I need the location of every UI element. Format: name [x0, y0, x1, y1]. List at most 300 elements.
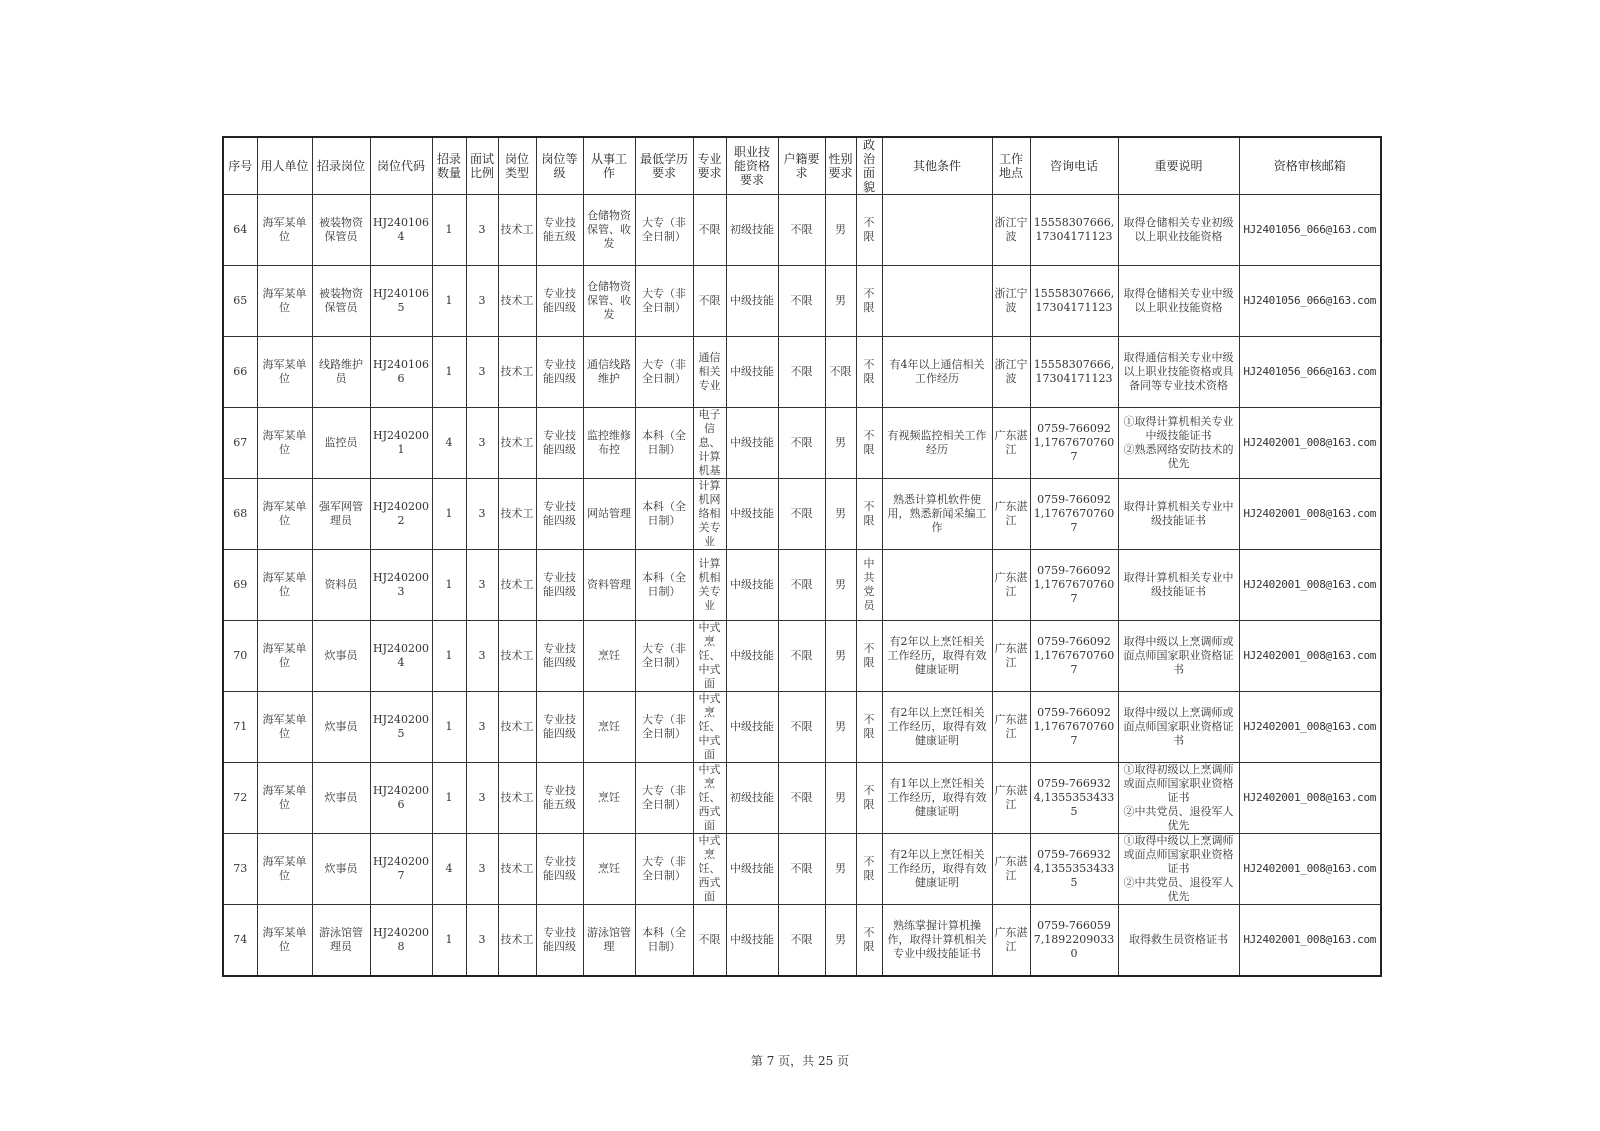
cell-position-level: [536, 763, 583, 834]
cell-position-level: [536, 905, 583, 977]
cell-text: HJ2401056_066@163.com: [1243, 365, 1377, 378]
cell-text: 强军网管理员: [319, 500, 363, 527]
cell-text: 海军某单位: [262, 358, 307, 385]
cell-text: 0759-7669324,13553534335: [1033, 777, 1115, 818]
cell-text: 技术工: [500, 791, 534, 804]
cell-text: 中级技能: [730, 649, 774, 662]
table-row: [223, 905, 1381, 977]
cell-text: 不限: [863, 429, 875, 456]
cell-count: [432, 408, 466, 479]
cell-position-level: [536, 621, 583, 692]
header-col-position-code: 岗位代码: [370, 137, 432, 195]
cell-text: 1: [445, 791, 453, 804]
cell-email[interactable]: [1239, 621, 1381, 692]
header-col-employer: 用人单位: [257, 137, 312, 195]
cell-text: 不限: [863, 500, 875, 527]
cell-employer: [257, 479, 312, 550]
cell-email[interactable]: [1239, 408, 1381, 479]
cell-text: 3: [478, 649, 486, 662]
cell-other-conditions: [882, 905, 992, 977]
cell-education: [635, 763, 693, 834]
cell-major: [693, 408, 726, 479]
cell-text: 熟悉计算机软件使用，熟悉新闻采编工作: [887, 493, 987, 534]
cell-text: 海军某单位: [262, 287, 307, 314]
cell-major: [693, 337, 726, 408]
cell-text: HJ2402001_008@163.com: [1243, 507, 1377, 520]
cell-position-level: [536, 550, 583, 621]
cell-position-type: [498, 692, 536, 763]
cell-interview-ratio: [466, 337, 498, 408]
cell-text: 中级技能: [730, 507, 774, 520]
cell-skill-qualification: [726, 479, 778, 550]
cell-text: 资料员: [324, 578, 358, 591]
cell-count: [432, 621, 466, 692]
cell-text: 取得救生员资格证书: [1129, 933, 1228, 946]
cell-text: 不限: [790, 507, 813, 520]
cell-phone: [1030, 550, 1118, 621]
cell-text: 中级技能: [730, 436, 774, 449]
cell-work: [583, 834, 635, 905]
table-row: [223, 550, 1381, 621]
cell-education: [635, 550, 693, 621]
cell-location: [992, 834, 1030, 905]
cell-notes: [1118, 692, 1239, 763]
cell-major: [693, 550, 726, 621]
cell-text: 中式烹饪、中式面: [698, 621, 721, 690]
cell-email[interactable]: [1239, 479, 1381, 550]
cell-text: 1: [445, 933, 453, 946]
cell-location: [992, 692, 1030, 763]
cell-text: ①取得初级以上烹调师或面点师国家职业资格证书 ②中共党员、退役军人优先: [1123, 763, 1234, 832]
cell-seq: [223, 763, 257, 834]
cell-seq: [223, 479, 257, 550]
cell-interview-ratio: [466, 408, 498, 479]
cell-seq: [223, 195, 257, 266]
cell-email[interactable]: [1239, 195, 1381, 266]
cell-text: 海军某单位: [262, 216, 307, 243]
cell-text: 通信相关专业: [698, 351, 721, 392]
cell-political: [856, 763, 882, 834]
cell-political: [856, 408, 882, 479]
cell-text: 专业技能四级: [543, 429, 576, 456]
cell-household: [778, 266, 825, 337]
cell-position-level: [536, 692, 583, 763]
cell-gender: [825, 834, 856, 905]
cell-skill-qualification: [726, 408, 778, 479]
cell-text: 不限: [790, 791, 813, 804]
cell-text: HJ2402001_008@163.com: [1243, 436, 1377, 449]
cell-text: ①取得计算机相关专业中级技能证书 ②熟悉网络安防技术的优先: [1123, 415, 1234, 470]
cell-seq: [223, 621, 257, 692]
cell-email[interactable]: [1239, 266, 1381, 337]
cell-political: [856, 905, 882, 977]
cell-work: [583, 337, 635, 408]
cell-email[interactable]: [1239, 763, 1381, 834]
table-row: [223, 834, 1381, 905]
cell-major: [693, 763, 726, 834]
cell-skill-qualification: [726, 337, 778, 408]
cell-text: 计算机网络相关专业: [698, 479, 721, 548]
cell-text: 大专（非全日制）: [642, 358, 686, 385]
cell-major: [693, 692, 726, 763]
cell-text: 不限: [790, 365, 813, 378]
cell-position-type: [498, 621, 536, 692]
cell-text: 3: [478, 507, 486, 520]
cell-text: 取得中级以上烹调师或面点师国家职业资格证书: [1123, 635, 1234, 676]
cell-text: 0759-7660921,17676707607: [1033, 493, 1115, 534]
cell-text: 3: [478, 933, 486, 946]
cell-interview-ratio: [466, 479, 498, 550]
cell-phone: [1030, 763, 1118, 834]
cell-text: 男: [835, 294, 846, 307]
cell-phone: [1030, 408, 1118, 479]
cell-interview-ratio: [466, 195, 498, 266]
cell-location: [992, 763, 1030, 834]
cell-text: 专业技能四级: [543, 500, 576, 527]
cell-text: 1: [445, 507, 453, 520]
cell-position: [312, 337, 370, 408]
cell-position-code: [370, 550, 432, 621]
cell-text: 0759-7660921,17676707607: [1033, 635, 1115, 676]
cell-text: 取得仓储相关专业初级以上职业技能资格: [1123, 216, 1234, 243]
cell-skill-qualification: [726, 905, 778, 977]
cell-text: HJ2402002: [373, 500, 429, 527]
cell-employer: [257, 550, 312, 621]
cell-phone: [1030, 621, 1118, 692]
cell-email[interactable]: [1239, 834, 1381, 905]
cell-position-type: [498, 195, 536, 266]
header-col-phone: 咨询电话: [1030, 137, 1118, 195]
cell-text: 专业技能四级: [543, 287, 576, 314]
cell-skill-qualification: [726, 550, 778, 621]
cell-text: 技术工: [500, 436, 534, 449]
cell-text: 取得计算机相关专业中级技能证书: [1123, 500, 1234, 527]
cell-employer: [257, 195, 312, 266]
header-col-work: 从事工作: [583, 137, 635, 195]
cell-text: HJ2402001: [373, 429, 429, 456]
cell-text: 技术工: [500, 223, 534, 236]
cell-email[interactable]: [1239, 337, 1381, 408]
cell-text: 专业技能四级: [543, 642, 576, 669]
cell-text: 67: [233, 436, 248, 449]
cell-text: 烹饪: [598, 862, 620, 875]
cell-text: 不限: [863, 784, 875, 811]
cell-text: HJ2401065: [373, 287, 429, 314]
cell-text: 游泳馆管理: [587, 926, 631, 953]
cell-text: 不限: [790, 223, 813, 236]
cell-notes: [1118, 550, 1239, 621]
cell-seq: [223, 905, 257, 977]
table-row: [223, 621, 1381, 692]
cell-position-type: [498, 337, 536, 408]
cell-political: [856, 337, 882, 408]
cell-text: 不限: [863, 855, 875, 882]
cell-text: 浙江宁波: [994, 287, 1028, 314]
cell-text: 不限: [829, 365, 852, 378]
cell-text: 不限: [863, 358, 875, 385]
header-col-gender: 性别要求: [825, 137, 856, 195]
cell-skill-qualification: [726, 692, 778, 763]
cell-other-conditions: [882, 479, 992, 550]
header-col-count: 招录数量: [432, 137, 466, 195]
cell-email[interactable]: [1239, 550, 1381, 621]
cell-education: [635, 266, 693, 337]
cell-text: HJ2401064: [373, 216, 429, 243]
cell-text: 本科（全日制）: [642, 429, 686, 456]
cell-location: [992, 337, 1030, 408]
cell-text: 70: [233, 649, 248, 662]
cell-text: 专业技能五级: [543, 216, 576, 243]
cell-gender: [825, 905, 856, 977]
cell-text: 专业技能四级: [543, 855, 576, 882]
cell-text: 4: [445, 436, 453, 449]
cell-text: 1: [445, 720, 453, 733]
cell-text: 不限: [790, 933, 813, 946]
cell-count: [432, 550, 466, 621]
cell-text: 广东湛江: [994, 784, 1028, 811]
header-col-email: 资格审核邮箱: [1239, 137, 1381, 195]
cell-text: HJ2402006: [373, 784, 429, 811]
cell-text: 0759-7660921,17676707607: [1033, 422, 1115, 463]
cell-position-type: [498, 266, 536, 337]
cell-position: [312, 550, 370, 621]
cell-gender: [825, 692, 856, 763]
cell-household: [778, 834, 825, 905]
cell-count: [432, 834, 466, 905]
cell-employer: [257, 408, 312, 479]
cell-notes: [1118, 266, 1239, 337]
cell-interview-ratio: [466, 550, 498, 621]
cell-text: 初级技能: [730, 791, 774, 804]
header-col-position-type: 岗位类型: [498, 137, 536, 195]
cell-text: 69: [233, 578, 248, 591]
cell-text: 不限: [698, 223, 721, 236]
cell-seq: [223, 550, 257, 621]
cell-text: 3: [478, 294, 486, 307]
cell-gender: [825, 337, 856, 408]
cell-text: 中式烹饪、西式面: [698, 763, 721, 832]
cell-text: 男: [835, 223, 846, 236]
header-col-skill-qualification: 职业技能资格要求: [726, 137, 778, 195]
cell-gender: [825, 266, 856, 337]
cell-text: 有2年以上烹饪相关工作经历，取得有效健康证明: [887, 706, 987, 747]
cell-education: [635, 408, 693, 479]
cell-education: [635, 905, 693, 977]
cell-text: 线路维护员: [319, 358, 363, 385]
cell-other-conditions: [882, 834, 992, 905]
cell-position-code: [370, 763, 432, 834]
cell-interview-ratio: [466, 692, 498, 763]
table-row: [223, 479, 1381, 550]
header-col-location: 工作地点: [992, 137, 1030, 195]
cell-text: 中共党员: [863, 557, 875, 612]
cell-text: 烹饪: [598, 649, 620, 662]
cell-political: [856, 479, 882, 550]
cell-employer: [257, 834, 312, 905]
cell-text: 72: [233, 791, 248, 804]
cell-text: 男: [835, 791, 846, 804]
cell-text: 计算机相关专业: [698, 557, 721, 612]
cell-text: 1: [445, 223, 453, 236]
cell-work: [583, 692, 635, 763]
cell-text: 取得仓储相关专业中级以上职业技能资格: [1123, 287, 1234, 314]
cell-text: 游泳馆管理员: [319, 926, 363, 953]
cell-other-conditions: [882, 621, 992, 692]
cell-household: [778, 550, 825, 621]
table-header: [223, 137, 1381, 195]
cell-text: 不限: [790, 294, 813, 307]
cell-text: 网站管理: [587, 507, 631, 520]
table-row: [223, 195, 1381, 266]
cell-interview-ratio: [466, 905, 498, 977]
cell-text: 监控维修布控: [587, 429, 631, 456]
cell-text: 取得通信相关专业中级以上职业技能资格或具备同等专业技术资格: [1123, 351, 1234, 392]
cell-seq: [223, 337, 257, 408]
cell-text: 仓储物资保管、收发: [587, 280, 631, 321]
cell-text: 广东湛江: [994, 571, 1028, 598]
cell-text: HJ2402001_008@163.com: [1243, 720, 1377, 733]
cell-seq: [223, 692, 257, 763]
cell-email[interactable]: [1239, 905, 1381, 977]
cell-text: 男: [835, 649, 846, 662]
cell-text: 不限: [863, 287, 875, 314]
cell-text: 技术工: [500, 578, 534, 591]
cell-text: 3: [478, 223, 486, 236]
cell-location: [992, 408, 1030, 479]
cell-text: 不限: [863, 713, 875, 740]
cell-text: 技术工: [500, 933, 534, 946]
cell-text: 3: [478, 436, 486, 449]
cell-gender: [825, 195, 856, 266]
cell-text: 专业技能五级: [543, 784, 576, 811]
cell-other-conditions: [882, 550, 992, 621]
cell-work: [583, 195, 635, 266]
cell-text: 海军某单位: [262, 855, 307, 882]
cell-text: 海军某单位: [262, 571, 307, 598]
cell-seq: [223, 266, 257, 337]
cell-position: [312, 905, 370, 977]
cell-work: [583, 905, 635, 977]
cell-text: 中级技能: [730, 862, 774, 875]
cell-text: 不限: [790, 720, 813, 733]
cell-count: [432, 479, 466, 550]
cell-text: 3: [478, 791, 486, 804]
table-row: [223, 337, 1381, 408]
cell-position-level: [536, 195, 583, 266]
cell-text: HJ2401056_066@163.com: [1243, 294, 1377, 307]
cell-major: [693, 479, 726, 550]
cell-text: HJ2402005: [373, 713, 429, 740]
cell-position: [312, 621, 370, 692]
cell-position-level: [536, 479, 583, 550]
cell-position-level: [536, 408, 583, 479]
header-row: [223, 137, 1381, 195]
cell-text: 取得计算机相关专业中级技能证书: [1123, 571, 1234, 598]
cell-position-level: [536, 337, 583, 408]
cell-text: 不限: [790, 862, 813, 875]
cell-text: 不限: [698, 933, 721, 946]
cell-text: 资料管理: [587, 578, 631, 591]
cell-text: 4: [445, 862, 453, 875]
cell-text: 66: [233, 365, 248, 378]
cell-count: [432, 337, 466, 408]
cell-work: [583, 550, 635, 621]
cell-text: 男: [835, 720, 846, 733]
recruitment-table: [222, 136, 1382, 977]
cell-text: 男: [835, 507, 846, 520]
cell-text: 男: [835, 578, 846, 591]
cell-text: 炊事员: [324, 862, 358, 875]
cell-text: 有2年以上烹饪相关工作经历，取得有效健康证明: [887, 848, 987, 889]
cell-other-conditions: [882, 337, 992, 408]
cell-text: 烹饪: [598, 791, 620, 804]
cell-text: 中级技能: [730, 578, 774, 591]
cell-notes: [1118, 621, 1239, 692]
cell-text: 男: [835, 862, 846, 875]
cell-work: [583, 621, 635, 692]
cell-position: [312, 266, 370, 337]
cell-text: HJ2402001_008@163.com: [1243, 791, 1377, 804]
cell-text: 大专（非全日制）: [642, 855, 686, 882]
cell-employer: [257, 905, 312, 977]
cell-text: HJ2402004: [373, 642, 429, 669]
cell-text: 0759-7660921,17676707607: [1033, 706, 1115, 747]
cell-text: 初级技能: [730, 223, 774, 236]
cell-email[interactable]: [1239, 692, 1381, 763]
cell-text: 中级技能: [730, 365, 774, 378]
cell-household: [778, 763, 825, 834]
cell-text: 有4年以上通信相关工作经历: [889, 358, 985, 385]
cell-text: 广东湛江: [994, 500, 1028, 527]
cell-position-code: [370, 692, 432, 763]
cell-position-type: [498, 479, 536, 550]
cell-political: [856, 195, 882, 266]
cell-phone: [1030, 195, 1118, 266]
cell-text: 0759-7660921,17676707607: [1033, 564, 1115, 605]
cell-education: [635, 834, 693, 905]
cell-gender: [825, 408, 856, 479]
cell-position: [312, 195, 370, 266]
header-col-major: 专业要求: [693, 137, 726, 195]
cell-position-type: [498, 550, 536, 621]
cell-text: 通信线路维护: [587, 358, 631, 385]
table-body: [223, 195, 1381, 977]
table-row: [223, 692, 1381, 763]
cell-text: 熟练掌握计算机操作，取得计算机相关专业中级技能证书: [887, 919, 987, 960]
cell-text: 中式烹饪、中式面: [698, 692, 721, 761]
cell-other-conditions: [882, 692, 992, 763]
cell-text: 技术工: [500, 720, 534, 733]
cell-position-level: [536, 266, 583, 337]
cell-text: HJ2402001_008@163.com: [1243, 578, 1377, 591]
cell-notes: [1118, 479, 1239, 550]
cell-political: [856, 621, 882, 692]
cell-employer: [257, 266, 312, 337]
cell-major: [693, 621, 726, 692]
cell-other-conditions: [882, 408, 992, 479]
cell-text: 炊事员: [324, 649, 358, 662]
table-row: [223, 763, 1381, 834]
cell-text: HJ2402008: [373, 926, 429, 953]
cell-text: 海军某单位: [262, 642, 307, 669]
cell-text: 1: [445, 365, 453, 378]
cell-interview-ratio: [466, 621, 498, 692]
cell-count: [432, 692, 466, 763]
cell-text: 海军某单位: [262, 784, 307, 811]
cell-text: 炊事员: [324, 720, 358, 733]
cell-gender: [825, 550, 856, 621]
cell-position-code: [370, 479, 432, 550]
